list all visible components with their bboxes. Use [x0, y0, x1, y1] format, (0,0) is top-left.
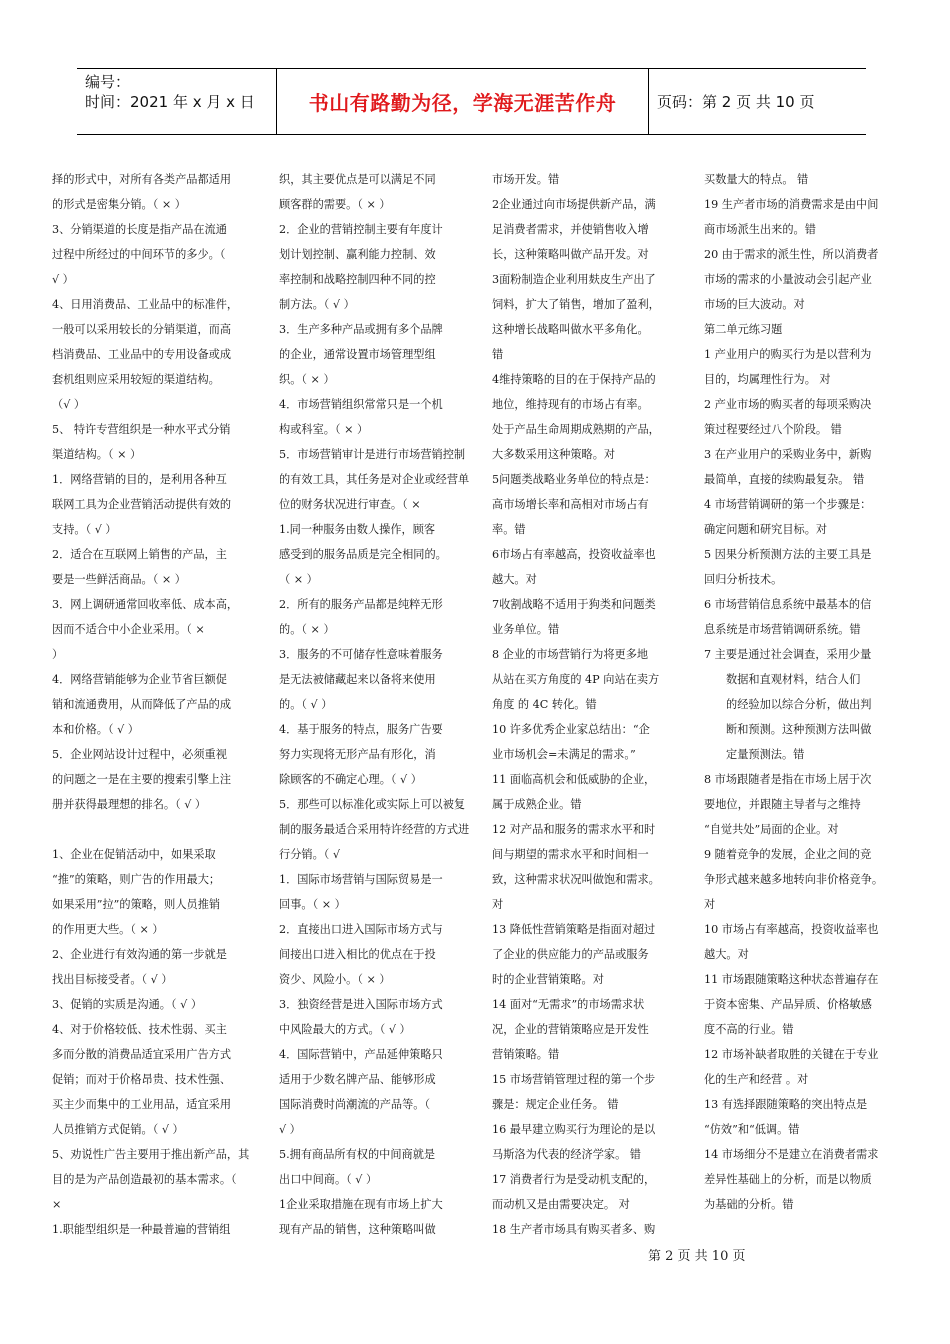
text-line: 划计划控制、赢利能力控制、效: [279, 248, 436, 261]
text-line: 2 产业市场的购买者的每项采购决: [704, 398, 872, 411]
text-line: “推”的策略，则广告的作用最大；: [52, 873, 221, 886]
text-line: 14 面对“无需求”的市场需求状: [492, 998, 645, 1011]
text-line: 3．生产多种产品或拥有多个品牌: [279, 323, 443, 336]
text-line: 大多数采用这种策略。对: [492, 448, 616, 461]
text-line: 4、对于价格较低、技术性弱、买主: [52, 1023, 227, 1036]
text-line: “仿效”和“低调。错: [704, 1123, 800, 1136]
text-line: 的有效工具，其任务是对企业或经营单: [279, 473, 470, 486]
text-line: 3、分销渠道的长度是指产品在流通: [52, 223, 227, 236]
text-line: 择的形式中，对所有各类产品都适用: [52, 173, 232, 186]
text-line: 5．市场营销审计是进行市场营销控制: [279, 448, 466, 461]
text-line: 销和流通费用，从而降低了产品的成: [52, 698, 232, 711]
text-line: 况，企业的营销策略应是开发性: [492, 1023, 649, 1036]
text-line: 除顾客的不确定心理。（ √ ）: [279, 773, 422, 786]
text-line: 的企业，通常设置市场管理型组: [279, 348, 436, 361]
text-line: 制方法。（ √ ）: [279, 298, 355, 311]
document-date: 时间：2021 年 x 月 x 日: [85, 93, 255, 111]
document-header: [77, 68, 866, 135]
text-line: 行分销。（ √: [279, 848, 341, 861]
text-line: 目的是为产品创造最初的基本需求。（: [52, 1173, 237, 1186]
text-line: 买主少而集中的工业用品，适宜采用: [52, 1098, 232, 1111]
text-line: 最简单，直接的续购最复杂。 错: [704, 473, 865, 486]
text-line: 6市场占有率越高，投资收益率也: [492, 548, 656, 561]
text-line: 高市场增长率和高相对市场占有: [492, 498, 649, 511]
text-line: 的形式是密集分销。（ × ）: [52, 198, 186, 211]
text-line: 化的生产和经营 。对: [704, 1073, 809, 1086]
text-line: 回归分析技术。: [704, 573, 783, 586]
text-line: 制的服务最适合采用特许经营的方式进: [279, 823, 470, 836]
text-column-2: [279, 167, 479, 1242]
motto-text: 书山有路勤为径，学海无涯苦作舟: [308, 91, 617, 115]
text-line: 2．所有的服务产品都是纯粹无形: [279, 598, 443, 611]
text-line: 要地位，并跟随主导者与之维持: [704, 798, 861, 811]
text-line: 息系统是市场营销调研系统。错: [704, 623, 861, 636]
text-line: 20 由于需求的派生性，所以消费者: [704, 248, 879, 261]
text-line: 3面粉制造企业利用麸皮生产出了: [492, 273, 656, 286]
text-line: 人员推销方式促销。（ √ ）: [52, 1123, 184, 1136]
text-line: 找出目标接受者。（ √ ）: [52, 973, 173, 986]
text-line: 错: [492, 348, 504, 361]
text-line: 从站在买方角度的 4P 向站在卖方: [492, 673, 660, 686]
text-line: 支持。（ √ ）: [52, 523, 117, 536]
text-line: 长，这种策略叫做产品开发。对: [492, 248, 649, 261]
text-line: 15 市场营销管理过程的第一个步: [492, 1073, 656, 1086]
text-line: 市场开发。错: [492, 173, 560, 186]
text-line: 1．国际市场营销与国际贸易是一: [279, 873, 443, 886]
text-line: “自觉共处”局面的企业。对: [704, 823, 839, 836]
text-line: 这种增长战略叫做水平多角化。: [492, 323, 649, 336]
text-line: 第二单元练习题: [704, 323, 783, 336]
text-line: 地位，维持现有的市场占有率。: [492, 398, 649, 411]
text-line: 档消费品、工业品中的专用设备或成: [52, 348, 232, 361]
text-line: 1.职能型组织是一种最普遍的营销组: [52, 1223, 231, 1236]
text-line: 马斯洛为代表的经济学家。 错: [492, 1148, 641, 1161]
text-line: 1 产业用户的购买行为是以营利为: [704, 348, 872, 361]
text-line: 16 最早建立购买行为理论的是以: [492, 1123, 656, 1136]
text-line: 争形式越来越多地转向非价格竞争。: [704, 873, 884, 886]
text-line: 11 市场跟随策略这种状态普遍存在: [704, 973, 879, 986]
text-line: 定量预测法。错: [726, 748, 805, 761]
text-line: 努力实现将无形产品有形化，消: [279, 748, 436, 761]
text-line: 而动机又是由需要决定。 对: [492, 1198, 630, 1211]
text-line: 的问题之一是在主要的搜索引擎上注: [52, 773, 232, 786]
text-line: 1、企业在促销活动中，如果采取: [52, 848, 216, 861]
text-line: 足消费者需求，并使销售收入增: [492, 223, 649, 236]
text-line: 1企业采取措施在现有市场上扩大: [279, 1198, 443, 1211]
text-line: 2．企业的营销控制主要有年度计: [279, 223, 443, 236]
text-line: 8 企业的市场营销行为将更多地: [492, 648, 649, 661]
text-line: 12 对产品和服务的需求水平和时: [492, 823, 656, 836]
text-line: 3、促销的实质是沟通。（ √ ）: [52, 998, 203, 1011]
text-line: 为基础的分析。错: [704, 1198, 794, 1211]
text-line: 确定问题和研究目标。对: [704, 523, 828, 536]
text-line: 属于成熟企业。错: [492, 798, 582, 811]
text-line: 买数量大的特点。 错: [704, 173, 809, 186]
text-line: 数据和直观材料，结合人们: [726, 673, 861, 686]
text-line: 间与期望的需求水平和时间相一: [492, 848, 649, 861]
text-line: 5.拥有商品所有权的中间商就是: [279, 1148, 436, 1161]
text-line: 处于产品生命周期成熟期的产品，: [492, 423, 660, 436]
text-column-1: [52, 167, 252, 1242]
text-line: 10 许多优秀企业家总结出：“企: [492, 723, 650, 736]
text-line: 联网工具为企业营销活动提供有效的: [52, 498, 232, 511]
text-line: 致，这种需求状况叫做饱和需求。: [492, 873, 660, 886]
text-line: 骤是：规定企业任务。 错: [492, 1098, 619, 1111]
text-line: 5．企业网站设计过程中，必须重视: [52, 748, 227, 761]
text-line: 顾客群的需要。（ × ）: [279, 198, 391, 211]
text-line: 8 市场跟随者是指在市场上居于次: [704, 773, 872, 786]
text-line: 现有产品的销售，这种策略叫做: [279, 1223, 436, 1236]
text-line: 套机组则应采用较短的渠道结构。: [52, 373, 220, 386]
text-line: 4．国际营销中，产品延伸策略只: [279, 1048, 443, 1061]
text-line: 4．基于服务的特点，服务广告要: [279, 723, 443, 736]
text-line: 饲料，扩大了销售，增加了盈利，: [492, 298, 660, 311]
text-line: 1.同一种服务由数人操作，顾客: [279, 523, 436, 536]
text-column-4: [704, 167, 904, 1217]
text-line: 4．市场营销组织常常只是一个机: [279, 398, 443, 411]
page-footer: 第 2 页 共 10 页: [648, 1249, 746, 1264]
text-line: 差异性基础上的分析，而是以物质: [704, 1173, 872, 1186]
text-line: 4 市场营销调研的第一个步骤是：: [704, 498, 872, 511]
text-line: 回事。（ × ）: [279, 898, 346, 911]
text-line: 6 市场营销信息系统中最基本的信: [704, 598, 872, 611]
text-line: 4．网络营销能够为企业节省巨额促: [52, 673, 227, 686]
text-line: ）: [52, 648, 64, 661]
text-line: √ ）: [52, 273, 74, 286]
page-number-label: 页码：第 2 页 共 10 页: [657, 93, 815, 111]
text-line: 要是一些鲜活商品。（ × ）: [52, 573, 186, 586]
text-line: 3．网上调研通常回收率低、成本高，: [52, 598, 239, 611]
text-line: 多而分散的消费品适宜采用广告方式: [52, 1048, 232, 1061]
text-line: 市场的需求的小量波动会引起产业: [704, 273, 872, 286]
text-line: 过程中所经过的中间环节的多少。（: [52, 248, 226, 261]
text-line: 越大。对: [492, 573, 537, 586]
text-line: 14 市场细分不是建立在消费者需求: [704, 1148, 879, 1161]
text-line: 3．服务的不可储存性意味着服务: [279, 648, 443, 661]
text-line: 织，其主要优点是可以满足不同: [279, 173, 436, 186]
text-line: 的。（ × ）: [279, 623, 335, 636]
text-line: 5 因果分析预测方法的主要工具是: [704, 548, 872, 561]
text-line: 织。（ × ）: [279, 373, 335, 386]
text-line: 3．独资经营是进入国际市场方式: [279, 998, 443, 1011]
text-line: 本和价格。（ √ ）: [52, 723, 139, 736]
header-page-cell: [649, 69, 866, 134]
text-line: 4、日用消费品、工业品中的标准件，: [52, 298, 239, 311]
text-line: 3 在产业用户的采购业务中，新购: [704, 448, 872, 461]
text-line: 营销策略。错: [492, 1048, 560, 1061]
text-line: 5问题类战略业务单位的特点是：: [492, 473, 656, 486]
text-line: 位的财务状况进行审查。（ ×: [279, 498, 421, 511]
text-line: 资少、风险小。（ × ）: [279, 973, 391, 986]
text-line: 17 消费者行为是受动机支配的，: [492, 1173, 656, 1186]
text-line: 一般可以采用较长的分销渠道，而高: [52, 323, 232, 336]
text-line: 构或科室。（ × ）: [279, 423, 369, 436]
text-line: 13 有选择跟随策略的突出特点是: [704, 1098, 868, 1111]
text-line: 11 面临高机会和低威胁的企业，: [492, 773, 656, 786]
text-line: 7 主要是通过社会调查，采用少量: [704, 648, 872, 661]
text-line: 是无法被储藏起来以备将来使用: [279, 673, 436, 686]
text-line: [52, 817, 252, 842]
text-line: 对: [704, 898, 716, 911]
text-line: 间接出口进入相比的优点在于投: [279, 948, 436, 961]
text-line: 度不高的行业。错: [704, 1023, 794, 1036]
text-line: 策过程要经过八个阶段。 错: [704, 423, 842, 436]
text-line: 断和预测。这种预测方法叫做: [726, 723, 872, 736]
text-line: √ ）: [279, 1123, 301, 1136]
text-line: 9 随着竞争的发展，企业之间的竞: [704, 848, 872, 861]
text-line: 角度 的 4C 转化。错: [492, 698, 597, 711]
text-line: 册并获得最理想的排名。（ √ ）: [52, 798, 207, 811]
text-line: （ × ）: [279, 573, 318, 586]
text-line: 2企业通过向市场提供新产品，满: [492, 198, 656, 211]
text-line: 2．适合在互联网上销售的产品，主: [52, 548, 227, 561]
text-line: 出口中间商。（ √ ）: [279, 1173, 378, 1186]
text-line: 商市场派生出来的。错: [704, 223, 816, 236]
text-line: 时的企业营销策略。对: [492, 973, 604, 986]
text-line: 的。（ √ ）: [279, 698, 333, 711]
text-line: 4维持策略的目的在于保持产品的: [492, 373, 656, 386]
text-line: 因而不适合中小企业采用。（ ×: [52, 623, 205, 636]
text-line: 适用于少数名牌产品、能够形成: [279, 1073, 436, 1086]
text-line: 2、企业进行有效沟通的第一步就是: [52, 948, 227, 961]
text-line: 如果采用”拉”的策略，则人员推销: [52, 898, 221, 911]
text-line: 率。错: [492, 523, 526, 536]
text-line: 了企业的供应能力的产品或服务: [492, 948, 649, 961]
text-line: 5．那些可以标准化或实际上可以被复: [279, 798, 466, 811]
header-motto-cell: [277, 69, 649, 134]
text-line: 的经验加以综合分析，做出判: [726, 698, 872, 711]
text-line: 的作用更大些。（ × ）: [52, 923, 164, 936]
text-line: 1．网络营销的目的，是利用各种互: [52, 473, 227, 486]
text-line: 2．直接出口进入国际市场方式与: [279, 923, 443, 936]
text-line: 渠道结构。（ × ）: [52, 448, 142, 461]
document-number-label: 编号：: [85, 73, 131, 91]
text-line: 中风险最大的方式。（ √ ）: [279, 1023, 411, 1036]
text-line: 13 降低性营销策略是指面对超过: [492, 923, 656, 936]
text-line: 10 市场占有率越高，投资收益率也: [704, 923, 879, 936]
text-line: 业市场机会=未满足的需求。”: [492, 748, 636, 761]
text-line: 越大。对: [704, 948, 749, 961]
text-line: 国际消费时尚潮流的产品等。（: [279, 1098, 431, 1111]
text-line: 5、劝说性广告主要用于推出新产品，其: [52, 1148, 250, 1161]
text-line: 率控制和战略控制四种不同的控: [279, 273, 436, 286]
text-line: 于资本密集、产品异质、价格敏感: [704, 998, 872, 1011]
text-line: 业务单位。错: [492, 623, 560, 636]
text-line: 目的，均属理性行为。 对: [704, 373, 831, 386]
text-line: 19 生产者市场的消费需求是由中间: [704, 198, 879, 211]
text-line: 市场的巨大波动。对: [704, 298, 805, 311]
text-column-3: [492, 167, 692, 1242]
text-line: 感受到的服务品质是完全相同的。: [279, 548, 447, 561]
text-line: （√ ）: [52, 398, 86, 411]
text-line: 5、 特许专营组织是一种水平式分销: [52, 423, 231, 436]
text-line: 12 市场补缺者取胜的关键在于专业: [704, 1048, 879, 1061]
text-line: ×: [52, 1198, 62, 1211]
text-line: 7收割战略不适用于狗类和问题类: [492, 598, 656, 611]
header-meta: [77, 69, 277, 134]
text-line: 促销；而对于价格昂贵、技术性强、: [52, 1073, 232, 1086]
text-line: 18 生产者市场具有购买者多、购: [492, 1223, 656, 1236]
text-line: 对: [492, 898, 504, 911]
